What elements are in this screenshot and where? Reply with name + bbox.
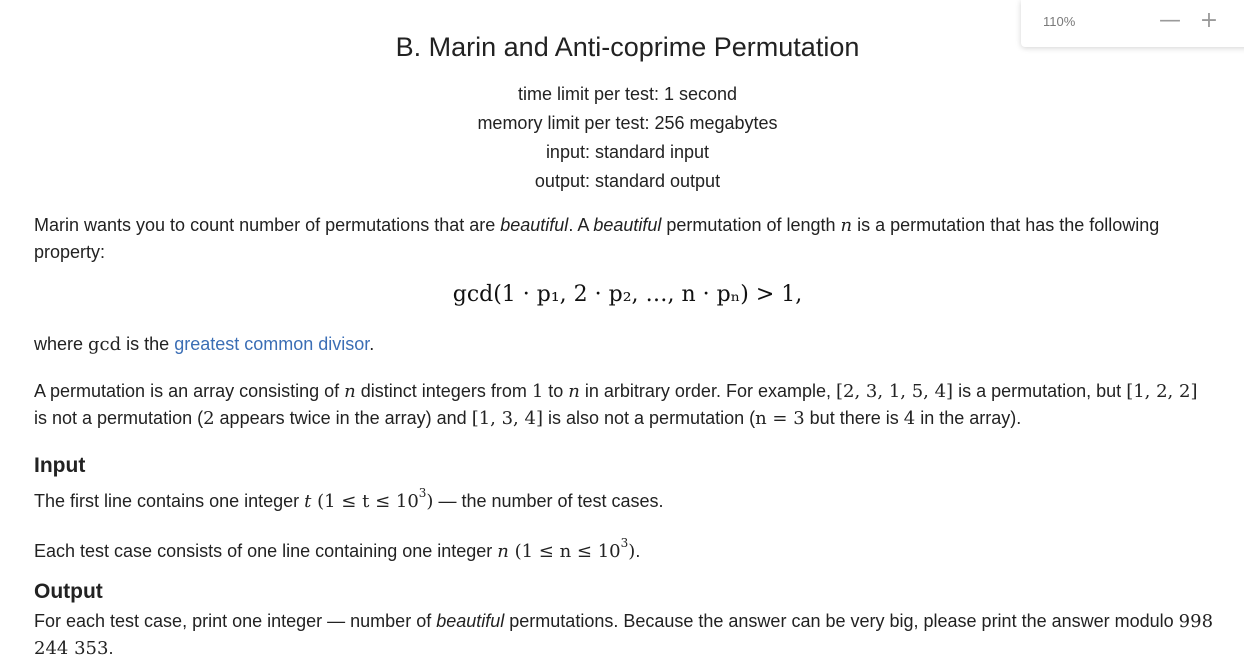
text: appears twice in the array) and: [214, 408, 472, 428]
text: to: [543, 381, 569, 401]
output-section-title: Output: [34, 580, 103, 603]
gcd-link[interactable]: greatest common divisor: [174, 334, 370, 354]
text: is a permutation, but: [953, 381, 1127, 401]
math-num: 1: [531, 381, 544, 402]
text: permutation of length: [661, 215, 841, 235]
output-paragraph: [34, 608, 1214, 662]
statement-paragraph-3: [34, 378, 1214, 432]
text: where: [34, 334, 89, 354]
memory-limit: memory limit per test: 256 megabytes: [477, 113, 778, 133]
zoom-in-button[interactable]: +: [1199, 8, 1219, 33]
math-var: n: [840, 215, 853, 236]
input-paragraph-2: [34, 533, 1214, 565]
zoom-out-button[interactable]: —: [1159, 8, 1181, 33]
text: Marin wants you to count number of permutations that are: [34, 215, 501, 235]
math-constraint: (1 ≤ t ≤ 10: [311, 491, 419, 512]
math-exponent: 3: [620, 536, 629, 550]
text: .: [108, 638, 114, 658]
math-paren: ): [426, 491, 434, 512]
input-section-title: Input: [34, 454, 86, 477]
emphasis: beautiful: [593, 215, 662, 235]
text: is not a permutation (: [34, 408, 204, 428]
input-paragraph-1: [34, 483, 1214, 515]
math-expr: n = 3: [755, 408, 805, 429]
text: . A: [568, 215, 594, 235]
gcd-formula: gcd(1 · p₁, 2 · p₂, …, n · pₙ) > 1,: [452, 282, 803, 307]
math-num: 4: [903, 408, 916, 429]
text: Each test case consists of one line containing one integer: [34, 541, 498, 561]
text: but there is: [804, 408, 904, 428]
text: A permutation is an array consisting of: [34, 381, 345, 401]
statement-paragraph-2: [34, 331, 1214, 358]
emphasis: beautiful: [436, 611, 505, 631]
math-var: t: [304, 491, 312, 512]
text: is also not a permutation (: [542, 408, 756, 428]
math-array: [1, 3, 4]: [471, 408, 543, 429]
math-array: [2, 3, 1, 5, 4]: [836, 381, 954, 402]
math-modulus: 998 244 353: [34, 611, 1214, 659]
text: is a permutation that has the following property:: [34, 215, 1160, 262]
text: is the: [121, 334, 175, 354]
text: distinct integers from: [355, 381, 532, 401]
text: The first line contains one integer: [34, 491, 305, 511]
text: in arbitrary order. For example,: [579, 381, 836, 401]
problem-title: B. Marin and Anti-coprime Permutation: [395, 32, 860, 62]
math-num: 2: [203, 408, 215, 429]
text: permutations. Because the answer can be very big, please print the answer modulo: [504, 611, 1179, 631]
math-var: n: [568, 381, 580, 402]
math-var: n: [497, 541, 509, 562]
text: .: [369, 334, 375, 354]
zoom-level: 110%: [1043, 14, 1076, 29]
text: For each test case, print one integer — number of: [34, 611, 437, 631]
math-constraint: (1 ≤ n ≤ 10: [508, 541, 621, 562]
emphasis: beautiful: [500, 215, 569, 235]
statement-paragraph-1: [34, 212, 1214, 266]
time-limit: time limit per test: 1 second: [517, 84, 738, 104]
text: — the number of test cases.: [433, 491, 664, 511]
problem-limits: [0, 80, 1244, 196]
math-paren: ): [628, 541, 636, 562]
math-gcd: gcd: [88, 334, 122, 355]
input-spec: input: standard input: [545, 142, 710, 162]
math-exponent: 3: [418, 486, 427, 500]
text: .: [635, 541, 641, 561]
math-array: [1, 2, 2]: [1126, 381, 1198, 402]
output-spec: output: standard output: [534, 171, 721, 191]
math-var: n: [344, 381, 356, 402]
text: in the array).: [915, 408, 1022, 428]
